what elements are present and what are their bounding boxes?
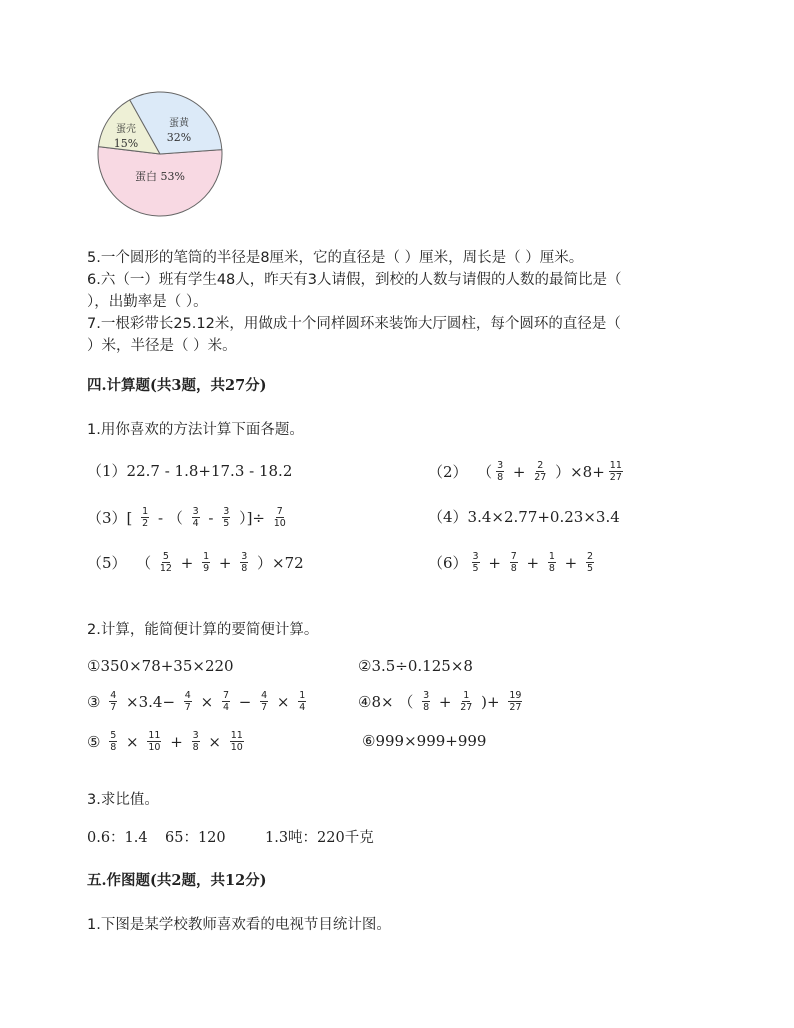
fraction [548, 551, 556, 574]
denominator: 8 [497, 472, 504, 483]
numerator: 3 [192, 730, 199, 741]
numerator: 11 [148, 730, 161, 741]
expression-text: ×3.4− [121, 692, 180, 711]
denominator: 7 [261, 702, 268, 713]
numerator: 3 [497, 460, 504, 471]
numerator: 5 [110, 730, 117, 741]
expression-text: ④8× （ [358, 693, 419, 711]
numerator: 7 [222, 690, 229, 701]
numerator: 4 [110, 690, 117, 701]
expression-text: ）×72 [252, 554, 304, 572]
math-expression [358, 657, 473, 675]
denominator: 7 [184, 702, 191, 713]
expression-text: （4）3.4×2.77+0.23×3.4 [428, 508, 620, 526]
fraction [222, 506, 230, 529]
expression-text: （2） （ [428, 463, 493, 481]
section-5-title: 五.作图题(共2题，共12分) [87, 872, 267, 889]
ratio-item: 0.6：1.4 [87, 830, 148, 846]
numerator: 4 [261, 690, 268, 701]
math-expression [358, 690, 526, 713]
question-6: 6.六（一）班有学生48人，昨天有3人请假，到校的人数与请假的人数的最简比是（ [87, 272, 622, 288]
denominator: 8 [423, 702, 430, 713]
math-expression [87, 551, 304, 574]
expression-text: - （ [153, 509, 188, 527]
math-expression [87, 657, 234, 675]
numerator: 3 [472, 551, 479, 562]
fraction [609, 460, 623, 483]
section-4-part-1-title: 1.用你喜欢的方法计算下面各题。 [87, 422, 304, 438]
expression-text: - [203, 508, 219, 527]
question-7-cont: ）米，半径是（ ）米。 [87, 338, 237, 354]
denominator: 10 [273, 518, 286, 529]
pie-label: 蛋白 53% [135, 170, 185, 183]
fraction [534, 460, 546, 483]
math-expression [428, 506, 620, 527]
expression-text: （1）22.7 - 1.8+17.3 - 18.2 [87, 462, 293, 480]
fraction [274, 506, 286, 529]
denominator: 8 [510, 563, 517, 574]
section-5-part-1-title: 1.下图是某学校教师喜欢看的电视节目统计图。 [87, 917, 391, 933]
math-expression [87, 690, 310, 713]
ratio-item: 65：120 [165, 830, 226, 846]
expression-text: + [559, 553, 583, 572]
expression-text: ⑥999×999+999 [362, 732, 487, 750]
numerator: 1 [142, 506, 149, 517]
egg-composition-pie-chart [92, 88, 232, 220]
ratio-item: 1.3吨：220千克 [265, 830, 374, 846]
denominator: 27 [609, 472, 622, 483]
fraction [460, 690, 472, 713]
expression-text: ）]÷ [234, 509, 270, 527]
fraction [298, 690, 306, 713]
denominator: 5 [223, 518, 230, 529]
expression-text: + [521, 553, 544, 572]
math-expression [428, 551, 598, 574]
expression-text: + [214, 553, 237, 572]
math-expression [87, 730, 248, 753]
expression-text: ③ [87, 692, 106, 711]
pie-label-name: 蛋黄 [169, 118, 189, 129]
fraction [510, 551, 518, 574]
numerator: 5 [162, 551, 169, 562]
expression-text: + [175, 553, 199, 572]
denominator: 27 [509, 702, 522, 713]
question-7: 7.一根彩带长25.12米，用做成十个同样圆环来装饰大厅圆柱，每个圆环的直径是（ [87, 316, 621, 332]
numerator: 11 [230, 730, 243, 741]
denominator: 10 [148, 742, 161, 753]
fraction [192, 506, 200, 529]
fraction [422, 690, 430, 713]
denominator: 12 [159, 563, 172, 574]
section-4-title: 四.计算题(共3题，共27分) [87, 377, 267, 394]
numerator: 3 [423, 690, 430, 701]
denominator: 4 [299, 702, 306, 713]
denominator: 8 [192, 742, 199, 753]
expression-text: ⑤ [87, 732, 106, 751]
numerator: 2 [587, 551, 594, 562]
fraction [230, 730, 244, 753]
fraction [260, 690, 268, 713]
denominator: 2 [142, 518, 149, 529]
math-expression [87, 460, 292, 481]
numerator: 4 [184, 690, 191, 701]
expression-text: （6） [428, 554, 468, 572]
denominator: 8 [110, 742, 117, 753]
pie-label-percent: 15% [113, 137, 139, 150]
fraction [240, 551, 248, 574]
expression-text: + [165, 732, 188, 751]
fraction [508, 690, 522, 713]
fraction [222, 690, 230, 713]
denominator: 27 [460, 702, 473, 713]
pie-label-percent: 32% [166, 131, 192, 144]
fraction [147, 730, 161, 753]
expression-text: ）×8+ [550, 463, 605, 481]
numerator: 1 [548, 551, 555, 562]
section-4-part-3-title: 3.求比值。 [87, 792, 159, 808]
denominator: 7 [110, 702, 117, 713]
math-expression [428, 460, 627, 483]
pie-label-name: 蛋壳 [116, 124, 136, 135]
expression-text: )+ [476, 692, 505, 711]
question-5: 5.一个圆形的笔筒的半径是8厘米，它的直径是（ ）厘米，周长是（ ）厘米。 [87, 250, 584, 266]
numerator: 19 [509, 690, 522, 701]
fraction [109, 690, 117, 713]
expression-text: （3）[ [87, 509, 138, 527]
denominator: 4 [192, 518, 199, 529]
expression-text: × [195, 692, 218, 711]
expression-text: × [203, 732, 226, 751]
expression-text: + [508, 462, 531, 481]
denominator: 27 [534, 472, 547, 483]
fraction [192, 730, 200, 753]
expression-text: × [272, 692, 295, 711]
denominator: 5 [472, 563, 479, 574]
fraction [586, 551, 594, 574]
fraction [202, 551, 210, 574]
denominator: 4 [222, 702, 229, 713]
expression-text: + [434, 692, 457, 711]
numerator: 1 [203, 551, 210, 562]
expression-text: − [234, 692, 257, 711]
fraction [496, 460, 504, 483]
expression-text: + [483, 553, 506, 572]
numerator: 2 [537, 460, 544, 471]
numerator: 7 [276, 506, 283, 517]
expression-text: × [121, 732, 144, 751]
question-6-cont: ），出勤率是（ ）。 [87, 294, 208, 310]
numerator: 3 [223, 506, 230, 517]
denominator: 5 [587, 563, 594, 574]
numerator: 3 [241, 551, 248, 562]
numerator: 1 [299, 690, 306, 701]
denominator: 9 [203, 563, 210, 574]
fraction [141, 506, 149, 529]
fraction [472, 551, 480, 574]
expression-text: ①350×78+35×220 [87, 657, 234, 675]
section-4-part-2-title: 2.计算，能简便计算的要简便计算。 [87, 622, 319, 638]
numerator: 1 [463, 690, 470, 701]
denominator: 8 [241, 563, 248, 574]
math-expression [362, 732, 486, 750]
denominator: 10 [230, 742, 243, 753]
fraction [160, 551, 172, 574]
fraction [109, 730, 117, 753]
math-expression [87, 506, 290, 529]
fraction [184, 690, 192, 713]
denominator: 8 [548, 563, 555, 574]
expression-text: （5） （ [87, 554, 156, 572]
expression-text: ②3.5÷0.125×8 [358, 657, 473, 675]
numerator: 7 [510, 551, 517, 562]
numerator: 3 [192, 506, 199, 517]
numerator: 11 [609, 460, 622, 471]
